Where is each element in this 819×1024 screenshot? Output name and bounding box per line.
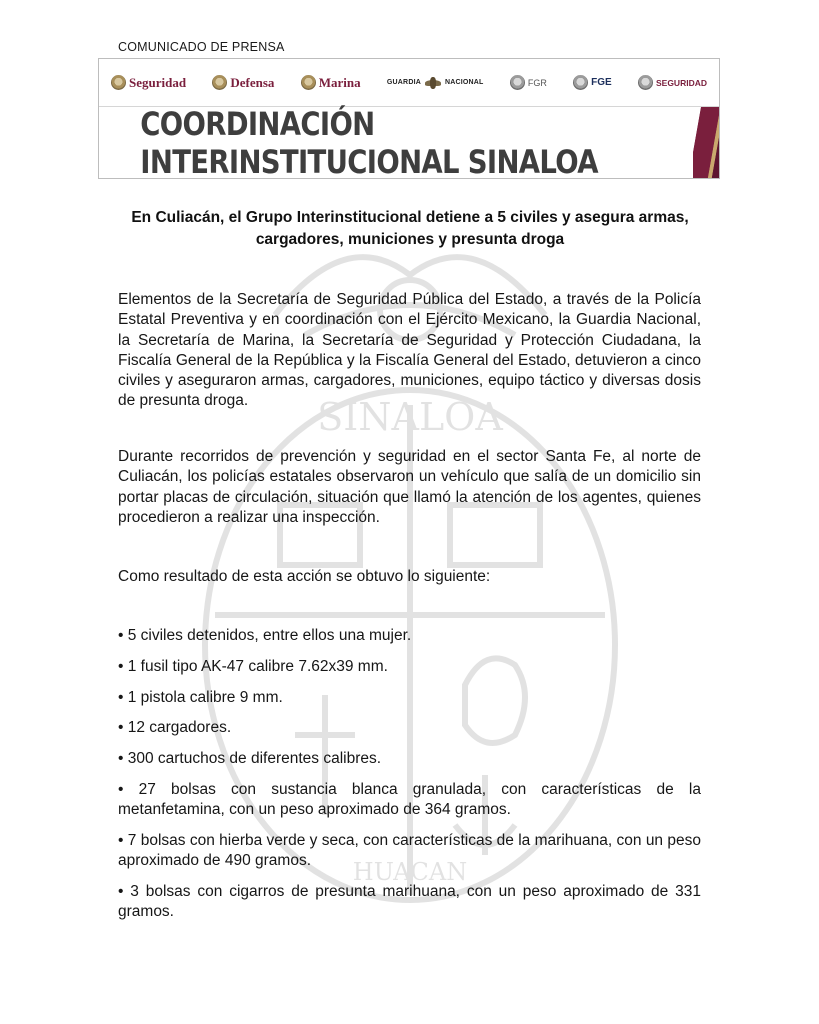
paragraph-intro: Elementos de la Secretaría de Seguridad Pública del Estado, a través de la Policía Estatal Preventiva y en coordinación con el Ejército Mexicano, la Guardia Nacional, la Secretaría de Marina, la Secretaría de Seguridad y Protección Ciudadana, la Fiscalía General de la República y la Fiscalía General del Estado, detuvieron a cinco civiles y aseguraron armas, cargadores, municiones, equipo táctico y diversas dosis de presunta droga. [118, 291, 701, 410]
seal-icon [111, 75, 126, 90]
seal-icon [212, 75, 227, 90]
banner-accent [693, 107, 719, 179]
headline: En Culiacán, el Grupo Interinstitucional detiene a 5 civiles y asegura armas, cargadores, municiones y presunta droga [131, 209, 689, 248]
logo-defensa: Defensa [212, 75, 274, 91]
logo-strip [99, 59, 719, 107]
seal-icon [573, 75, 588, 90]
eagle-icon [424, 76, 442, 90]
list-item: • 7 bolsas con hierba verde y seca, con características de la marihuana, con un peso aproximado de 490 gramos. [118, 832, 701, 870]
watermark-text-top: SINALOA [317, 395, 503, 439]
seal-icon [301, 75, 316, 90]
results-list [118, 626, 701, 933]
paragraph-operation: Durante recorridos de prevención y seguridad en el sector Santa Fe, al norte de Culiacán, los policías estatales observaron un vehículo que salía de un domicilio sin portar placas de circulación, situación que llamó la atención de los agentes, quienes procedieron a realizar una inspección. [118, 448, 701, 526]
watermark-text-bottom: HUACAN [352, 858, 468, 886]
banner-title: COORDINACIÓN INTERINSTITUCIONAL SINALOA [140, 105, 598, 179]
list-item: • 1 pistola calibre 9 mm. [118, 688, 283, 706]
list-item: • 300 cartuchos de diferentes calibres. [118, 750, 382, 768]
seal-icon [510, 75, 525, 90]
logo-seguridad-estatal: SEGURIDAD [638, 75, 707, 90]
logo-marina: Marina [301, 75, 361, 91]
list-item: • 12 cargadores. [118, 719, 232, 737]
seal-icon [638, 75, 653, 90]
results-intro: Como resultado de esta acción se obtuvo lo siguiente: [118, 568, 491, 585]
press-release-label: COMUNICADO DE PRENSA [118, 40, 285, 54]
list-item: • 27 bolsas con sustancia blanca granulada, con características de la metanfetamina, con un peso aproximado de 364 gramos. [118, 780, 701, 819]
logo-guardia-nacional: GUARDIA NACIONAL [387, 76, 484, 90]
logo-fgr: FGR [510, 75, 547, 90]
list-item: • 5 civiles detenidos, entre ellos una mujer. [118, 627, 412, 644]
institutional-banner [98, 58, 720, 179]
logo-fge: FGE [573, 75, 612, 90]
logo-seguridad: Seguridad [111, 75, 186, 91]
list-item: • 1 fusil tipo AK-47 calibre 7.62x39 mm. [118, 657, 388, 675]
list-item: • 3 bolsas con cigarros de presunta marihuana, con un peso aproximado de 331 gramos. [118, 883, 701, 921]
